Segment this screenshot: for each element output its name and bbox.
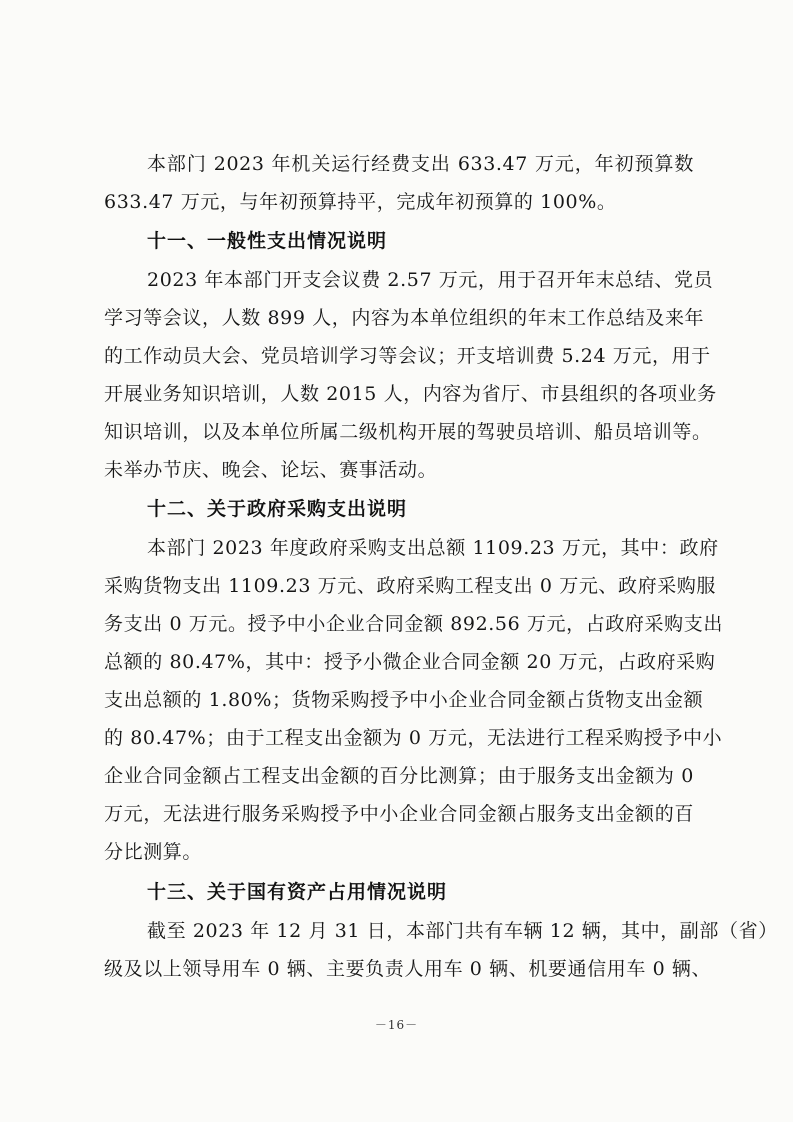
section-13-heading: 十三、关于国有资产占用情况说明: [147, 881, 448, 903]
section-12-line-4: 总额的 80.47%，其中：授予小微企业合同金额 20 万元，占政府采购: [104, 651, 716, 673]
section-11-line-4: 开展业务知识培训，人数 2015 人，内容为省厅、市县组织的各项业务: [104, 383, 717, 405]
section-11-line-1: 2023 年本部门开支会议费 2.57 万元，用于召开年末总结、党员: [147, 269, 714, 291]
section-12-line-2: 采购货物支出 1109.23 万元、政府采购工程支出 0 万元、政府采购服: [104, 575, 717, 597]
section-11-heading: 十一、一般性支出情况说明: [147, 230, 388, 252]
section-11-line-3: 的工作动员大会、党员培训学习等会议；开支培训费 5.24 万元，用于: [104, 345, 711, 367]
intro-line-2: 633.47 万元，与年初预算持平，完成年初预算的 100%。: [104, 191, 617, 213]
section-13-line-1: 截至 2023 年 12 月 31 日，本部门共有车辆 12 辆，其中，副部（省）: [147, 920, 778, 942]
section-12-line-7: 企业合同金额占工程支出金额的百分比测算；由于服务支出金额为 0: [104, 765, 694, 787]
section-12-line-9: 分比测算。: [104, 841, 203, 863]
section-12-heading: 十二、关于政府采购支出说明: [147, 498, 408, 520]
section-11-line-6: 未举办节庆、晚会、论坛、赛事活动。: [104, 459, 438, 481]
section-11-line-5: 知识培训，以及本单位所属二级机构开展的驾驶员培训、船员培训等。: [104, 421, 712, 443]
section-12-line-1: 本部门 2023 年度政府采购支出总额 1109.23 万元，其中：政府: [147, 537, 719, 559]
section-12-line-8: 万元，无法进行服务采购授予中小企业合同金额占服务支出金额的百: [104, 803, 694, 825]
section-13-line-2: 级及以上领导用车 0 辆、主要负责人用车 0 辆、机要通信用车 0 辆、: [104, 958, 712, 980]
intro-line-1: 本部门 2023 年机关运行经费支出 633.47 万元，年初预算数: [147, 153, 694, 175]
section-12-line-3: 务支出 0 万元。授予中小企业合同金额 892.56 万元，占政府采购支出: [104, 613, 723, 635]
section-12-line-6: 的 80.47%；由于工程支出金额为 0 万元，无法进行工程采购授予中小: [104, 727, 723, 749]
page-number: －16－: [374, 1018, 419, 1032]
section-11-line-2: 学习等会议，人数 899 人，内容为本单位组织的年末工作总结及来年: [104, 307, 705, 329]
section-12-line-5: 支出总额的 1.80%；货物采购授予中小企业合同金额占货物支出金额: [104, 689, 704, 711]
